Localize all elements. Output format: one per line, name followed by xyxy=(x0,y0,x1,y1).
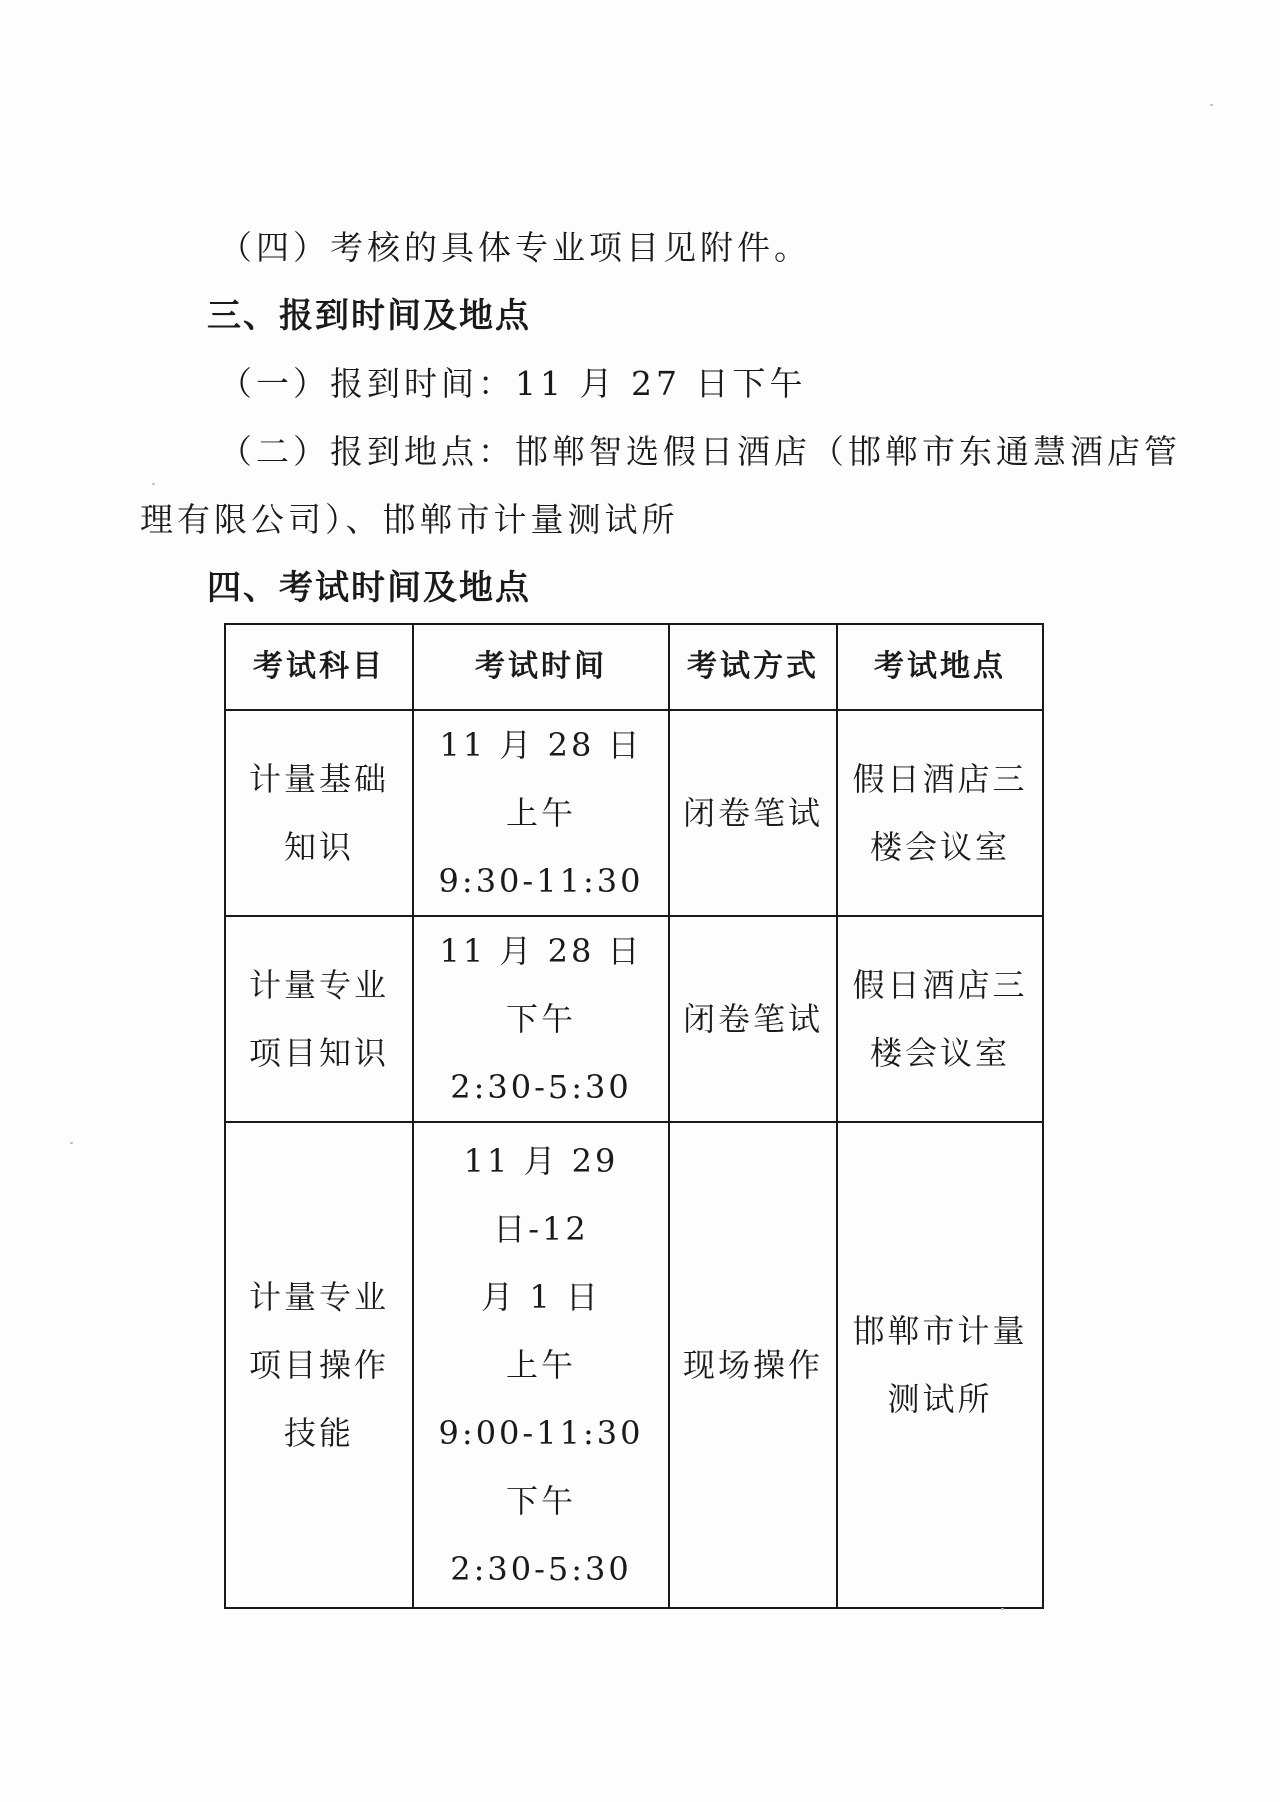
cell-text: 9:00-11:30 xyxy=(438,1414,644,1452)
cell-text: 现场操作 xyxy=(682,1346,823,1384)
header-subject: 考试科目 xyxy=(225,624,413,710)
cell-text: 技能 xyxy=(283,1414,354,1452)
cell-text: 11 月 28 日 xyxy=(439,932,643,970)
cell-place xyxy=(837,1122,1043,1608)
cell-time xyxy=(413,1122,669,1608)
table-row xyxy=(225,916,1043,1122)
cell-text: 楼会议室 xyxy=(869,1034,1010,1072)
section-four-heading: 四、考试时间及地点 xyxy=(207,568,531,608)
scan-speck xyxy=(70,1142,73,1144)
cell-text: 项目操作 xyxy=(248,1346,389,1384)
section-three-heading: 三、报到时间及地点 xyxy=(207,296,531,336)
cell-text: 知识 xyxy=(283,828,354,866)
cell-subject xyxy=(225,710,413,916)
cell-text: 计量专业 xyxy=(248,1278,389,1316)
header-place: 考试地点 xyxy=(837,624,1043,710)
cell-method xyxy=(669,710,837,916)
cell-text: 计量专业 xyxy=(248,966,389,1004)
cell-text: 邯郸市计量 xyxy=(852,1312,1028,1350)
cell-text: 11 月 29 日-12 xyxy=(463,1142,619,1248)
cell-text: 月 1 日 xyxy=(481,1278,601,1316)
report-place-line1: （二）报到地点：邯郸智选假日酒店（邯郸市东通慧酒店管 xyxy=(219,432,1181,471)
item-four-text: （四）考核的具体专业项目见附件。 xyxy=(219,228,811,267)
cell-text: 9:30-11:30 xyxy=(438,862,644,900)
cell-text: 测试所 xyxy=(887,1380,993,1418)
cell-text: 闭卷笔试 xyxy=(682,794,823,832)
cell-text: 11 月 28 日 xyxy=(439,726,643,764)
table-header-row xyxy=(225,624,1043,710)
header-method: 考试方式 xyxy=(669,624,837,710)
scan-speck xyxy=(152,483,155,485)
exam-schedule-table xyxy=(224,623,1044,1609)
cell-text: 上午 xyxy=(505,794,576,832)
cell-text: 计量基础 xyxy=(248,760,389,798)
scan-speck xyxy=(1210,104,1213,106)
cell-text: 下午 xyxy=(505,1482,576,1520)
cell-time xyxy=(413,710,669,916)
cell-text: 2:30-5:30 xyxy=(450,1068,632,1106)
cell-text: 上午 xyxy=(505,1346,576,1384)
header-time: 考试时间 xyxy=(413,624,669,710)
scan-speck xyxy=(1001,1608,1004,1610)
cell-text: 闭卷笔试 xyxy=(682,1000,823,1038)
report-place-line2: 理有限公司）、邯郸市计量测试所 xyxy=(140,500,679,539)
cell-method xyxy=(669,1122,837,1608)
cell-text: 楼会议室 xyxy=(869,828,1010,866)
cell-text: 假日酒店三 xyxy=(852,760,1028,798)
cell-method xyxy=(669,916,837,1122)
table-row xyxy=(225,1122,1043,1608)
cell-subject xyxy=(225,1122,413,1608)
table-row xyxy=(225,710,1043,916)
cell-text: 2:30-5:30 xyxy=(450,1550,632,1588)
cell-place xyxy=(837,710,1043,916)
cell-time xyxy=(413,916,669,1122)
cell-text: 假日酒店三 xyxy=(852,966,1028,1004)
cell-place xyxy=(837,916,1043,1122)
report-time-text: （一）报到时间：11 月 27 日下午 xyxy=(219,364,807,403)
cell-subject xyxy=(225,916,413,1122)
cell-text: 下午 xyxy=(505,1000,576,1038)
cell-text: 项目知识 xyxy=(248,1034,389,1072)
